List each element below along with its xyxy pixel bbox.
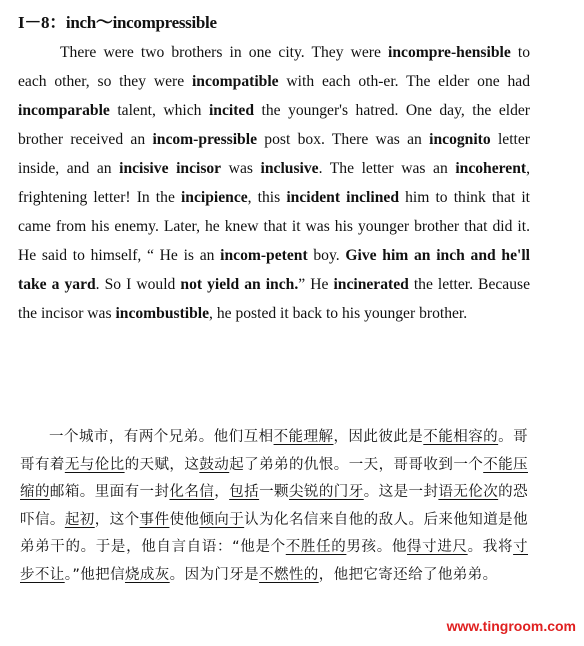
- text-segment: . So I would: [95, 276, 181, 293]
- underlined-term: 不能理解: [273, 429, 334, 445]
- text-segment: 认为化名信来自他的敌人。后来他知道是他弟弟干的。于是，他自言自语：“他是个: [20, 511, 528, 555]
- text-segment: 。”他把信: [64, 566, 125, 583]
- text-segment: boy.: [307, 247, 346, 264]
- text-segment: with each oth-er. The elder one had: [278, 73, 530, 90]
- text-segment: was: [221, 160, 261, 177]
- text-segment: 起了弟弟的仇恨。一天，哥哥收到一个: [229, 456, 484, 473]
- keyword: incited: [208, 102, 255, 119]
- text-segment: him to think that it came from his enemy. Later, he knew that it was his younger brother that did it. He said to himself, “ He is an: [18, 189, 530, 264]
- text-segment: 。我将: [467, 539, 514, 555]
- english-paragraph: [18, 38, 530, 328]
- text-segment: There were two brothers in one city. They were: [60, 44, 389, 61]
- text-segment: ” He: [298, 276, 334, 293]
- underlined-term: 鼓动: [199, 456, 230, 473]
- keyword: Give him an inch and he'll take a yard: [18, 247, 530, 293]
- text-segment: 邮箱。里面有一封: [49, 484, 170, 500]
- underlined-term: 包括: [229, 484, 260, 500]
- keyword: incisive incisor: [119, 160, 222, 177]
- text-segment: 的恐吓信。: [20, 484, 528, 528]
- keyword: incinerated: [333, 276, 409, 293]
- keyword: incompre-hensible: [388, 44, 511, 61]
- text-segment: 使他: [169, 511, 200, 528]
- text-segment: 一颗: [259, 484, 289, 500]
- text-segment: 。这是一封: [363, 484, 439, 500]
- underlined-term: 起初: [64, 511, 95, 528]
- text-segment: 男孩。他: [346, 539, 408, 555]
- text-segment: , frightening letter! In the: [18, 160, 530, 206]
- text-segment: the letter. Because the incisor was: [18, 276, 531, 322]
- text-segment: , this: [247, 189, 287, 206]
- text-segment: 一个城市，有两个兄弟。他们互相: [49, 429, 274, 445]
- text-segment: letter inside, and an: [18, 131, 530, 177]
- text-segment: , he posted it back to his younger brother.: [209, 305, 468, 322]
- text-segment: ，他把它寄还给了他弟弟。: [318, 566, 498, 583]
- chinese-paragraph: [20, 424, 528, 589]
- underlined-term: 烧成灰: [124, 566, 170, 583]
- text-segment: talent, which: [109, 102, 209, 119]
- underlined-term: 不能压缩的: [20, 456, 528, 500]
- underlined-term: 倾向于: [199, 511, 245, 528]
- text-segment: the younger's hatred. One day, the elder brother received an: [18, 102, 530, 148]
- underlined-term: 无与伦比: [64, 456, 125, 473]
- keyword: incompatible: [191, 73, 279, 90]
- site-watermark: www.tingroom.com: [446, 618, 576, 634]
- text-segment: 的天赋，这: [124, 456, 200, 473]
- keyword: not yield an inch.: [180, 276, 299, 293]
- text-segment: . The letter was an: [318, 160, 456, 177]
- keyword: incognito: [429, 131, 491, 148]
- underlined-term: 尖锐的门牙: [288, 484, 364, 500]
- underlined-term: 事件: [139, 511, 170, 528]
- underlined-term: 寸步不让: [20, 539, 529, 583]
- text-segment: ，: [214, 484, 230, 500]
- text-segment: post box. There was an: [257, 131, 430, 148]
- underlined-term: 得寸进尺: [407, 539, 468, 555]
- text-segment: 。哥哥有着: [20, 429, 529, 473]
- text-segment: to each other, so they were: [18, 44, 530, 90]
- underlined-term: 不胜任的: [285, 539, 347, 555]
- underlined-term: 不能相容的: [423, 429, 499, 445]
- keyword: incomparable: [18, 102, 110, 119]
- underlined-term: 不燃性的: [259, 566, 319, 583]
- keyword: incoherent: [455, 160, 527, 177]
- keyword: incom-petent: [220, 247, 308, 264]
- keyword: incident inclined: [286, 189, 399, 206]
- underlined-term: 语无伦次: [438, 484, 499, 500]
- keyword: incom-pressible: [152, 131, 257, 148]
- section-heading: I－8：inch～incompressible: [18, 13, 217, 32]
- keyword: incipience: [180, 189, 248, 206]
- keyword: incombustible: [115, 305, 210, 322]
- text-segment: ，这个: [94, 511, 140, 528]
- text-segment: 。因为门牙是: [169, 566, 260, 583]
- keyword: inclusive: [260, 160, 319, 177]
- text-segment: ，因此彼此是: [333, 429, 424, 445]
- underlined-term: 化名信: [169, 484, 215, 500]
